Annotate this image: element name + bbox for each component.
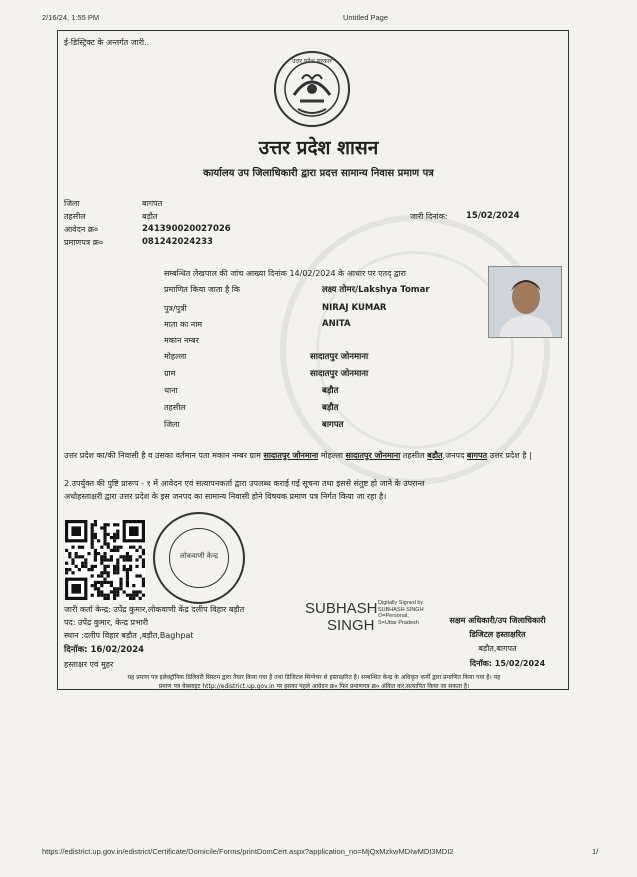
top-note: ई-डिस्ट्रिक्ट के अन्तर्गत जारी.. (64, 38, 150, 47)
detail-police-station-label: थाना (164, 386, 178, 395)
print-datetime: 2/16/24, 1:55 PM (42, 13, 100, 22)
detail-mother-label: माता का नाम (164, 320, 203, 329)
issuer-date: दिनॉक: 16/02/2024 (64, 645, 145, 655)
detail-mohalla-value: सादातपुर जोनमाना (310, 352, 369, 362)
detail-village-value: सादातपुर जोनमाना (310, 369, 369, 379)
meta-certificate-value: 081242024233 (142, 237, 213, 247)
confirmation-line-2: अधोहस्ताक्षरी द्वारा उत्तर प्रदेश के इस जनपद का सामान्य निवासी होने विषयक प्रमाण पत्र निर्गत किया जा रहा है। (64, 492, 387, 501)
detail-village-label: ग्राम (164, 369, 176, 378)
detail-tehsil-value: बड़ौत (322, 403, 339, 413)
stamp-text: लोकवाणी केन्द्र (180, 552, 218, 560)
footer-note-line-1: यह प्रमाण पत्र इलेक्ट्रॉनिक डिलिवरी सिस्टम द्वारा तैयार किया गया है तथा डिजिटल सिग्नेचर से हस्ताक्षरित है। सम्बन्धित केन्द्र के अधिकृत कर्मी द्वारा प्रमाणित किया गया है। यह (127, 674, 501, 681)
meta-application-value: 241390020027026 (142, 224, 231, 234)
detail-mohalla-label: मोहल्ला (164, 352, 187, 361)
confirmation-line-1: 2.उपर्युक्त की पुष्टि प्रारूप - १ में आवेदन एवं सत्यापनकर्ता द्वारा उपलब्ध कराई गई सूचना तथा इससे संतुष्ट हो जाने के उपरान्त (64, 479, 425, 488)
issuer-sign-seal: हस्ताक्षर एवं मुहर (64, 660, 114, 669)
verification-qr-code (65, 520, 145, 600)
issuer-centre: जारी कर्ता केन्द्र: उपेंद्र कुमार,लोकवाणी केंद्र दलीप विहार बड़ौत (64, 605, 245, 614)
meta-district-value: बागपत (142, 199, 163, 208)
issuer-post: पद: उपेंद्र कुमार, केन्द्र प्रभारी (64, 618, 149, 627)
footer-note-line-2: प्रमाण पत्र वेबसाइट http://edistrict.up.gov.in पर इसका पहले आवेदन क्र० फिर प्रमाणपत्र क्र० अंकित कर,सत्यापित किया जा सकता है। (158, 683, 470, 690)
print-page-title: Untitled Page (343, 13, 389, 22)
signer-name-line-2: SINGH (327, 617, 375, 634)
signature-details: Digitally Signed by SUBHASH SINGH O=Personal, S=Uttar Pradesh (378, 600, 424, 626)
lokvani-stamp (153, 512, 245, 604)
certificate-subtitle: कार्यालय उप जिलाधिकारी द्वारा प्रदत्त सामान्य निवास प्रमाण पत्र (203, 168, 434, 179)
signer-name-line-1: SUBHASH (305, 600, 378, 617)
meta-application-label: आवेदन क्र० (64, 225, 99, 234)
meta-tehsil-value: बड़ौत (142, 212, 158, 221)
up-government-emblem (272, 49, 352, 129)
meta-certificate-label: प्रमाणपत्र क्र० (64, 238, 103, 247)
residence-paragraph: उत्तर प्रदेश का/की निवासी है व उसका वर्तमान पता मकान नम्बर ग्राम सादातपुर जोनमाना मोहल्ला सादातपुर जोनमाना तहसील बड़ौत,जनपद बागपत उत्तर प्रदेश है | (64, 451, 532, 460)
intro-line-2: प्रमाणित किया जाता है कि (164, 285, 241, 294)
detail-district-label: जिला (164, 420, 180, 429)
detail-district-value: बागपत (322, 420, 344, 430)
authority-block: सक्षम अधिकारी/उप जिलाधिकारी डिजिटल हस्ताक्षरित बड़ौत,बागपत दिनॉक: 15/02/2024 (449, 616, 546, 668)
print-url: https://edistrict.up.gov.in/edistrict/Certificate/Domicile/Forms/printDomCert.aspx?application_no=MjQxMzkwMDIwMDI3MDI2 (42, 847, 454, 856)
issue-date-value: 15/02/2024 (466, 211, 520, 221)
holder-photo (488, 266, 562, 338)
detail-mother-value: ANITA (322, 319, 351, 329)
detail-house-label: मकान नम्बर (164, 336, 199, 345)
intro-line-1: सम्बन्धित लेखपाल की जांच आख्या दिनांक 14/02/2024 के आधार पर एतद् द्वारा (164, 269, 406, 278)
detail-parent-value: NIRAJ KUMAR (322, 303, 387, 313)
meta-tehsil-label: तहसील (64, 212, 86, 221)
issuer-place: स्थान :दलीप विहार बड़ौत ,बड़ौत,Baghpat (64, 631, 194, 640)
detail-parent-label: पुत्र/पुत्री (164, 304, 187, 313)
holder-name: लक्ष्य तोमर/Lakshya Tomar (322, 285, 430, 295)
emblem-watermark (280, 215, 550, 485)
issue-date-label: जारी दिनांक: (410, 212, 448, 221)
emblem-text: उत्तर प्रदेश सरकार (292, 58, 332, 65)
meta-district-label: जिला (64, 199, 80, 208)
digital-signature (305, 600, 378, 634)
detail-tehsil-label: तहसील (164, 403, 186, 412)
certificate-title: उत्तर प्रदेश शासन (258, 137, 379, 159)
detail-police-station-value: बड़ौत (322, 386, 339, 396)
print-page-number: 1/ (592, 847, 599, 856)
